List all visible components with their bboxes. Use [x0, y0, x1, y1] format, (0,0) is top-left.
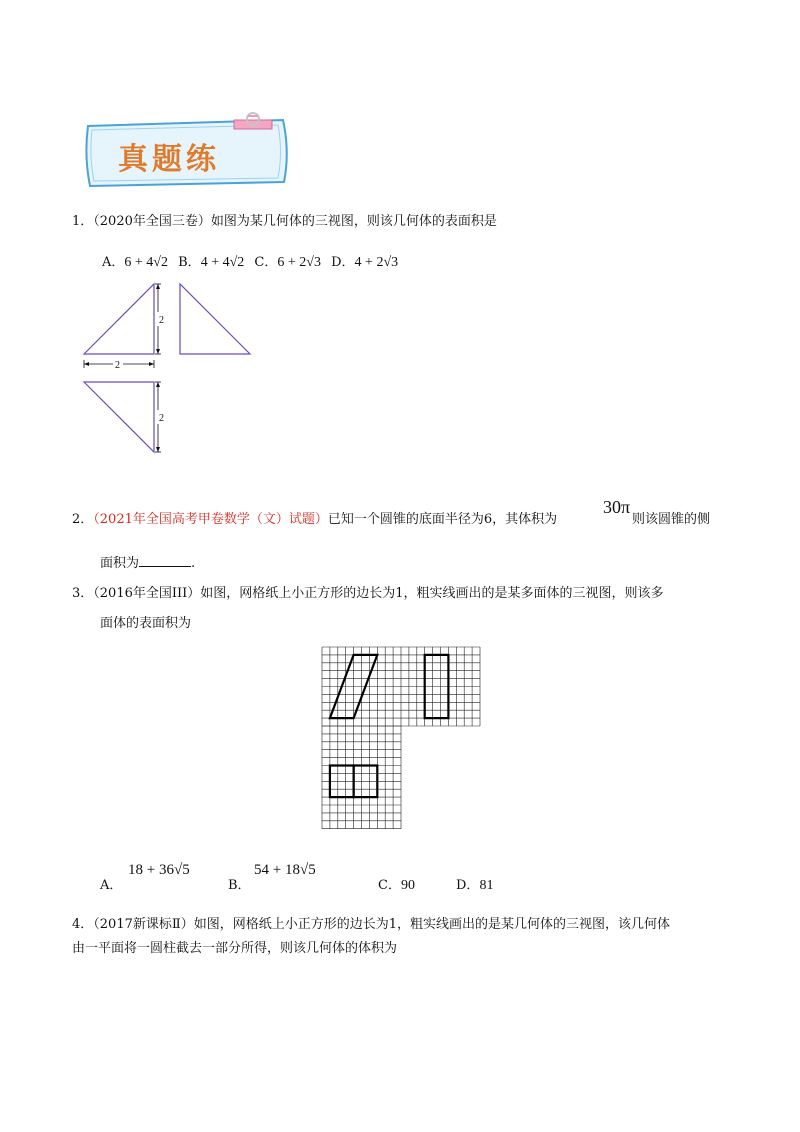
- question-source: （2020年全国三卷）: [93, 214, 211, 229]
- q3-grid-figure: [320, 645, 485, 830]
- q3-option-a[interactable]: A．: [100, 878, 123, 893]
- q1-options: [102, 253, 398, 273]
- question-2: [72, 510, 557, 530]
- question-number: 3．: [72, 586, 94, 601]
- dim-top-height: 2: [159, 413, 164, 424]
- question-source: （2016年全国III）: [93, 586, 201, 601]
- question-number: 4．: [72, 917, 94, 932]
- option-c[interactable]: C．6 + 2√3: [254, 255, 321, 270]
- banner-title: 真题练: [118, 142, 220, 177]
- question-source: （2021年全国高考甲卷数学（文）试题）: [93, 512, 328, 527]
- question-text: 如图，网格纸上小正方形的边长为1，粗实线画出的是某多面体的三视图，则该多: [200, 586, 664, 601]
- q3-option-b[interactable]: B．: [228, 878, 251, 893]
- dim-front-height: 2: [159, 315, 164, 326]
- option-b[interactable]: B．4 + 4√2: [178, 255, 245, 270]
- question-3-line2: 面体的表面积为: [100, 616, 192, 631]
- question-number: 1．: [72, 214, 94, 229]
- top-view: [84, 382, 154, 452]
- question-text: 如图为某几何体的三视图，则该几何体的表面积是: [210, 214, 497, 229]
- q3-option-d[interactable]: D．81: [456, 878, 494, 893]
- q1-three-view-figure: [78, 278, 268, 463]
- question-2-line2: 面积为 .: [100, 552, 195, 574]
- section-banner: [78, 112, 308, 190]
- question-source: （2017新课标Ⅱ）: [93, 917, 194, 932]
- question-3: [72, 584, 664, 604]
- q3-option-b-value: 54 + 18√5: [254, 862, 316, 878]
- q3-option-a-value: 18 + 36√5: [128, 862, 190, 878]
- question-text-cont: 则该圆锥的侧: [632, 512, 711, 527]
- volume-value: 30π: [603, 497, 631, 517]
- question-4-line2: 由一平面将一圆柱截去一部分所得，则该几何体的体积为: [72, 941, 398, 956]
- q3-option-c[interactable]: C．90: [378, 878, 415, 893]
- question-text: 如图，网格纸上小正方形的边长为1，粗实线画出的是某几何体的三视图，该几何体: [193, 917, 670, 932]
- question-number: 2．: [72, 512, 94, 527]
- question-1: [72, 212, 497, 232]
- question-text: 已知一个圆锥的底面半径为6，其体积为: [327, 512, 558, 527]
- option-d[interactable]: D．4 + 2√3: [331, 255, 399, 270]
- dim-width: 2: [115, 360, 120, 371]
- side-view: [180, 284, 250, 354]
- front-view: [84, 284, 154, 354]
- question-4: [72, 915, 670, 935]
- option-a[interactable]: A．6 + 4√2: [102, 255, 168, 270]
- answer-blank[interactable]: [139, 552, 191, 567]
